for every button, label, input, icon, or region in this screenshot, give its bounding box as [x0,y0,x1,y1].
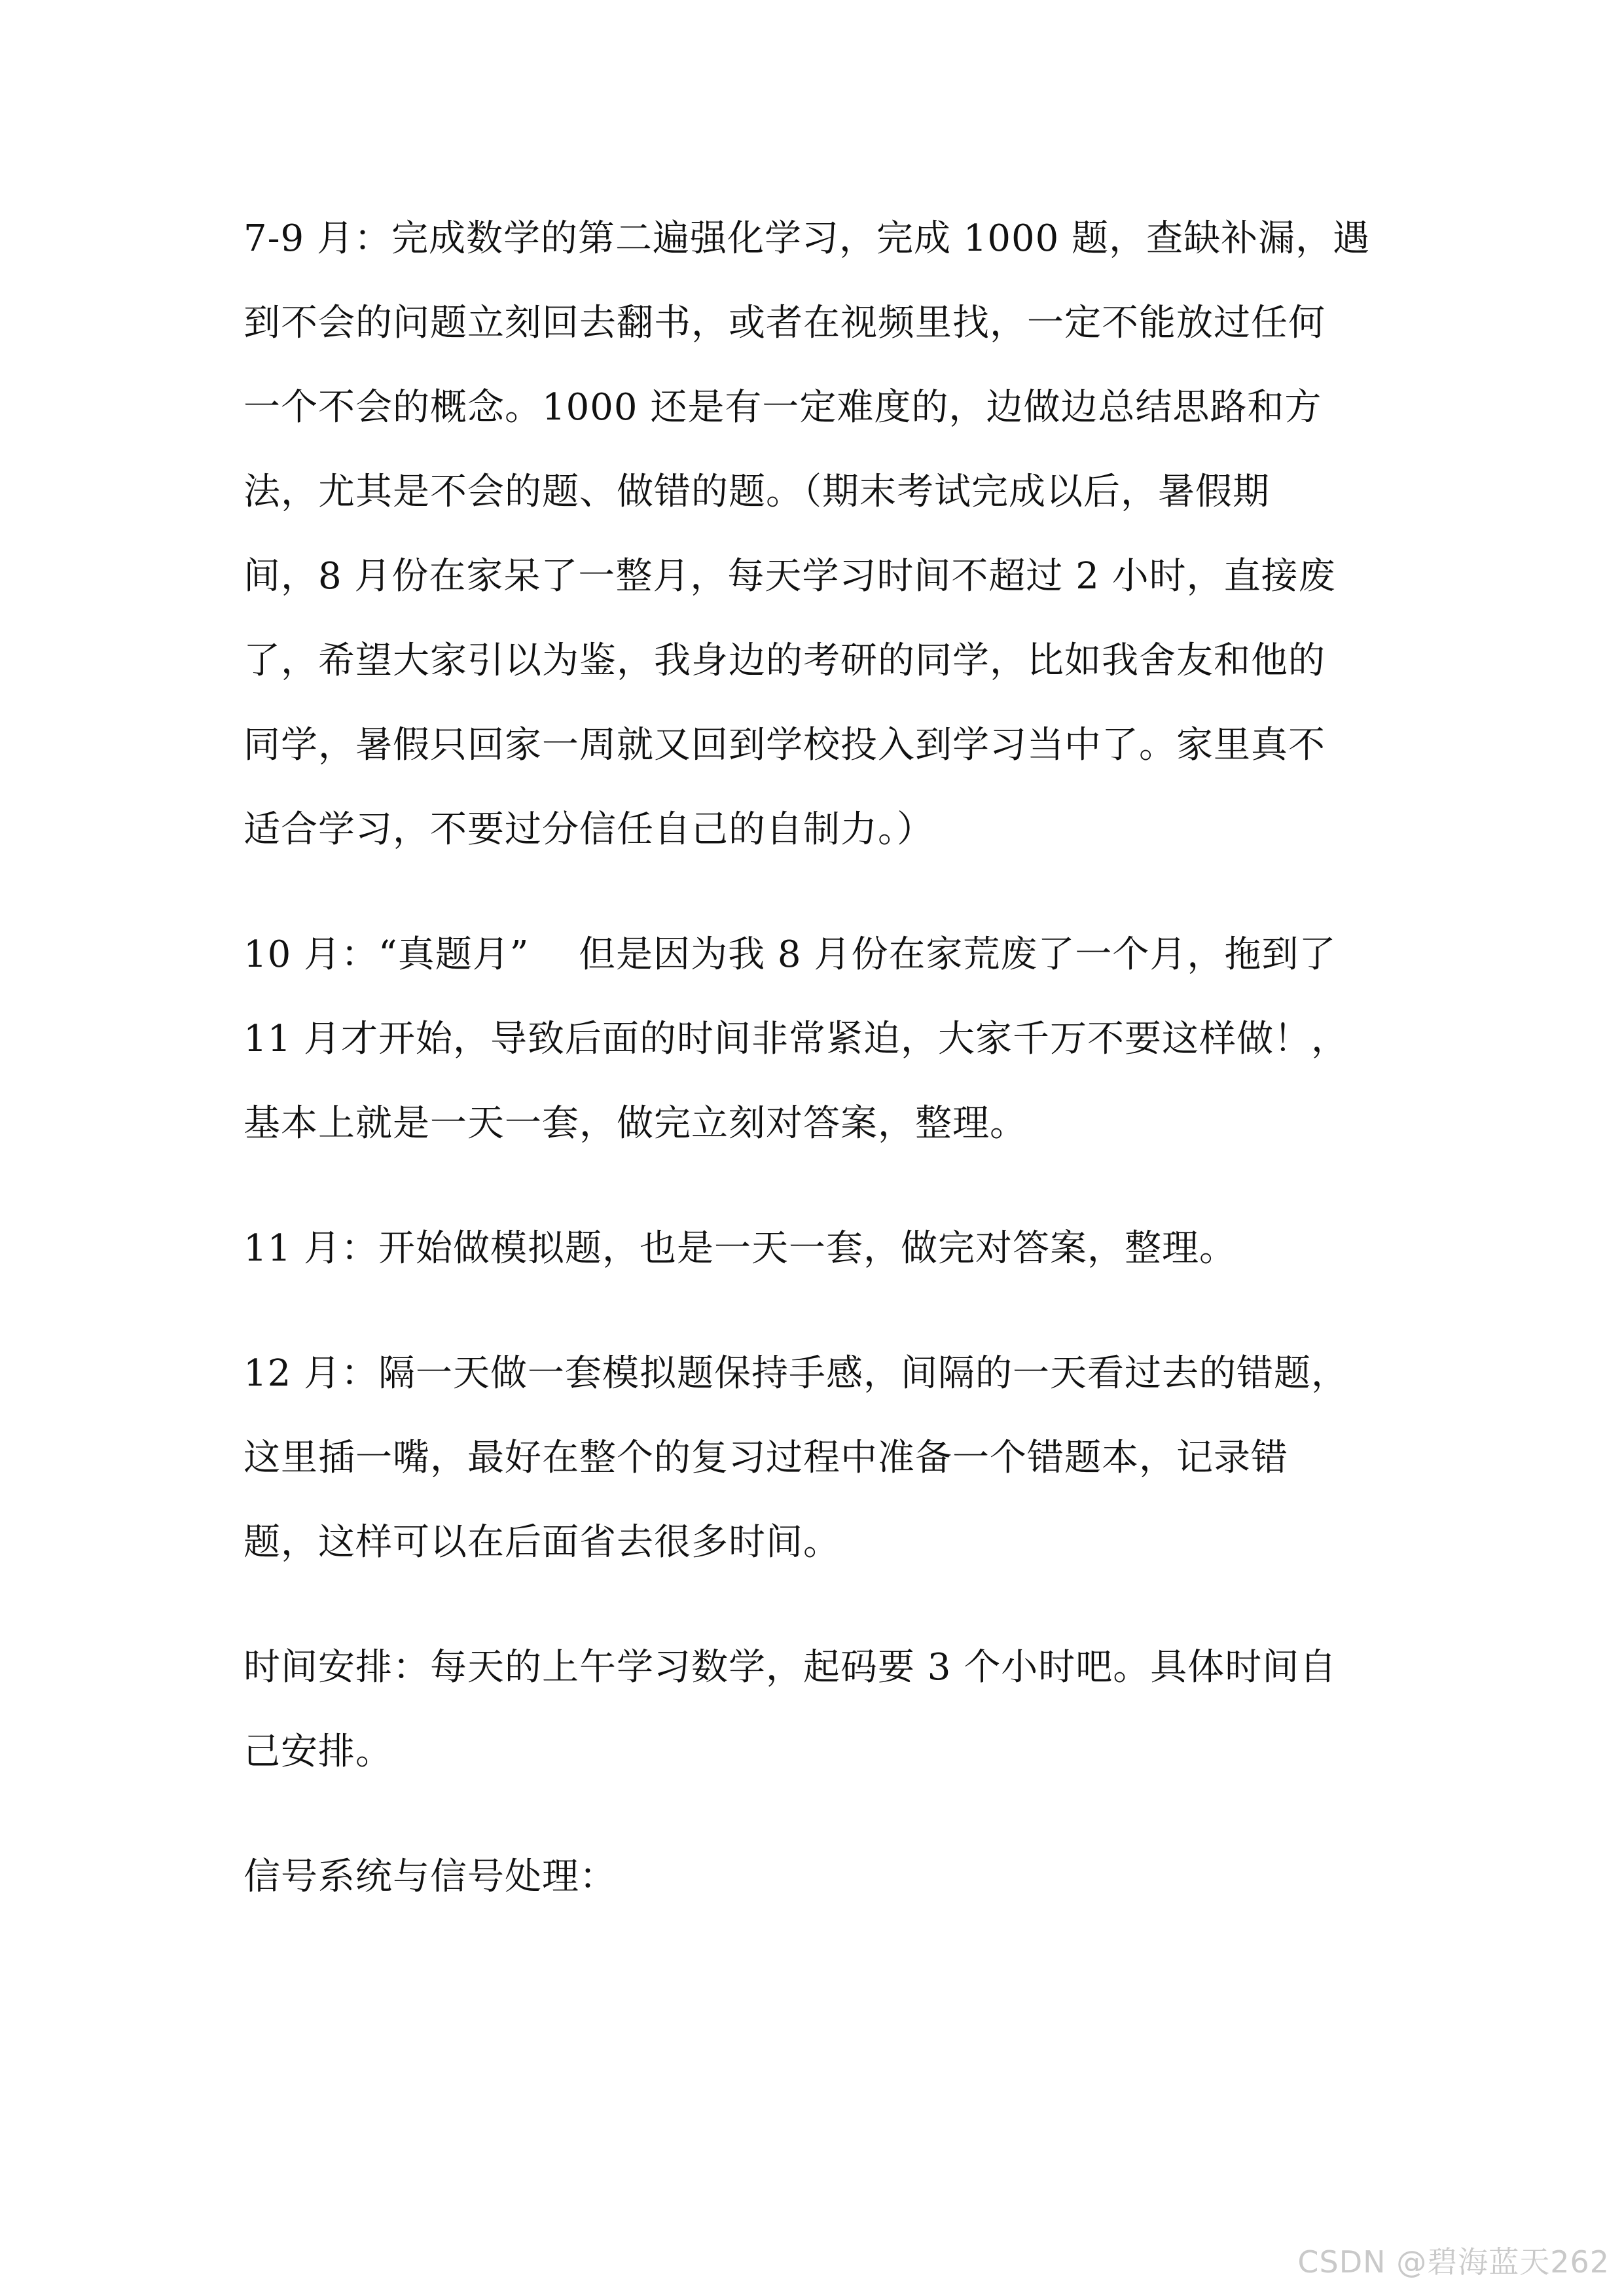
paragraph-july-september [244,196,1369,872]
text-line: 一个不会的概念。1000 还是有一定难度的，边做边总结思路和方 [244,386,1322,429]
paragraph-time-schedule [244,1625,1369,1794]
text-line: 题，这样可以在后面省去很多时间。 [244,1521,840,1564]
text-line: 10 月：“真题月” 但是因为我 8 月份在家荒废了一个月，拖到了 [244,933,1337,976]
text-line: 11 月：开始做模拟题，也是一天一套，做完对答案，整理。 [244,1227,1237,1270]
paragraph-october [244,912,1369,1166]
text-line: 基本上就是一天一套，做完立刻对答案，整理。 [244,1102,1027,1145]
text-line: 时间安排：每天的上午学习数学，起码要 3 个小时吧。具体时间自 [244,1646,1337,1689]
text-line: 信号系统与信号处理： [244,1856,617,1898]
document-body [244,196,1369,1960]
text-line: 法，尤其是不会的题、做错的题。（期末考试完成以后，暑假期 [244,471,1270,513]
text-line: 适合学习，不要过分信任自己的自制力。） [244,808,934,851]
text-line: 12 月：隔一天做一套模拟题保持手感，间隔的一天看过去的错题， [244,1352,1349,1395]
text-line: 间，8 月份在家呆了一整月，每天学习时间不超过 2 小时，直接废 [244,555,1336,598]
text-line: 到不会的问题立刻回去翻书，或者在视频里找，一定不能放过任何 [244,302,1326,344]
text-line: 己安排。 [244,1731,393,1773]
text-line: 这里插一嘴，最好在整个的复习过程中准备一个错题本，记录错 [244,1437,1288,1479]
paragraph-december [244,1331,1369,1585]
paragraph-november [244,1206,1369,1291]
text-line: 同学，暑假只回家一周就又回到学校投入到学习当中了。家里真不 [244,724,1326,766]
text-line: 了，希望大家引以为鉴，我身边的考研的同学，比如我舍友和他的 [244,639,1326,682]
text-line: 7-9 月：完成数学的第二遍强化学习，完成 1000 题，查缺补漏，遇 [244,217,1371,260]
text-line: 11 月才开始，导致后面的时间非常紧迫，大家千万不要这样做！， [244,1018,1349,1060]
csdn-watermark: CSDN @碧海蓝天262 [1297,2244,1610,2280]
section-heading-signals [244,1835,1369,1919]
